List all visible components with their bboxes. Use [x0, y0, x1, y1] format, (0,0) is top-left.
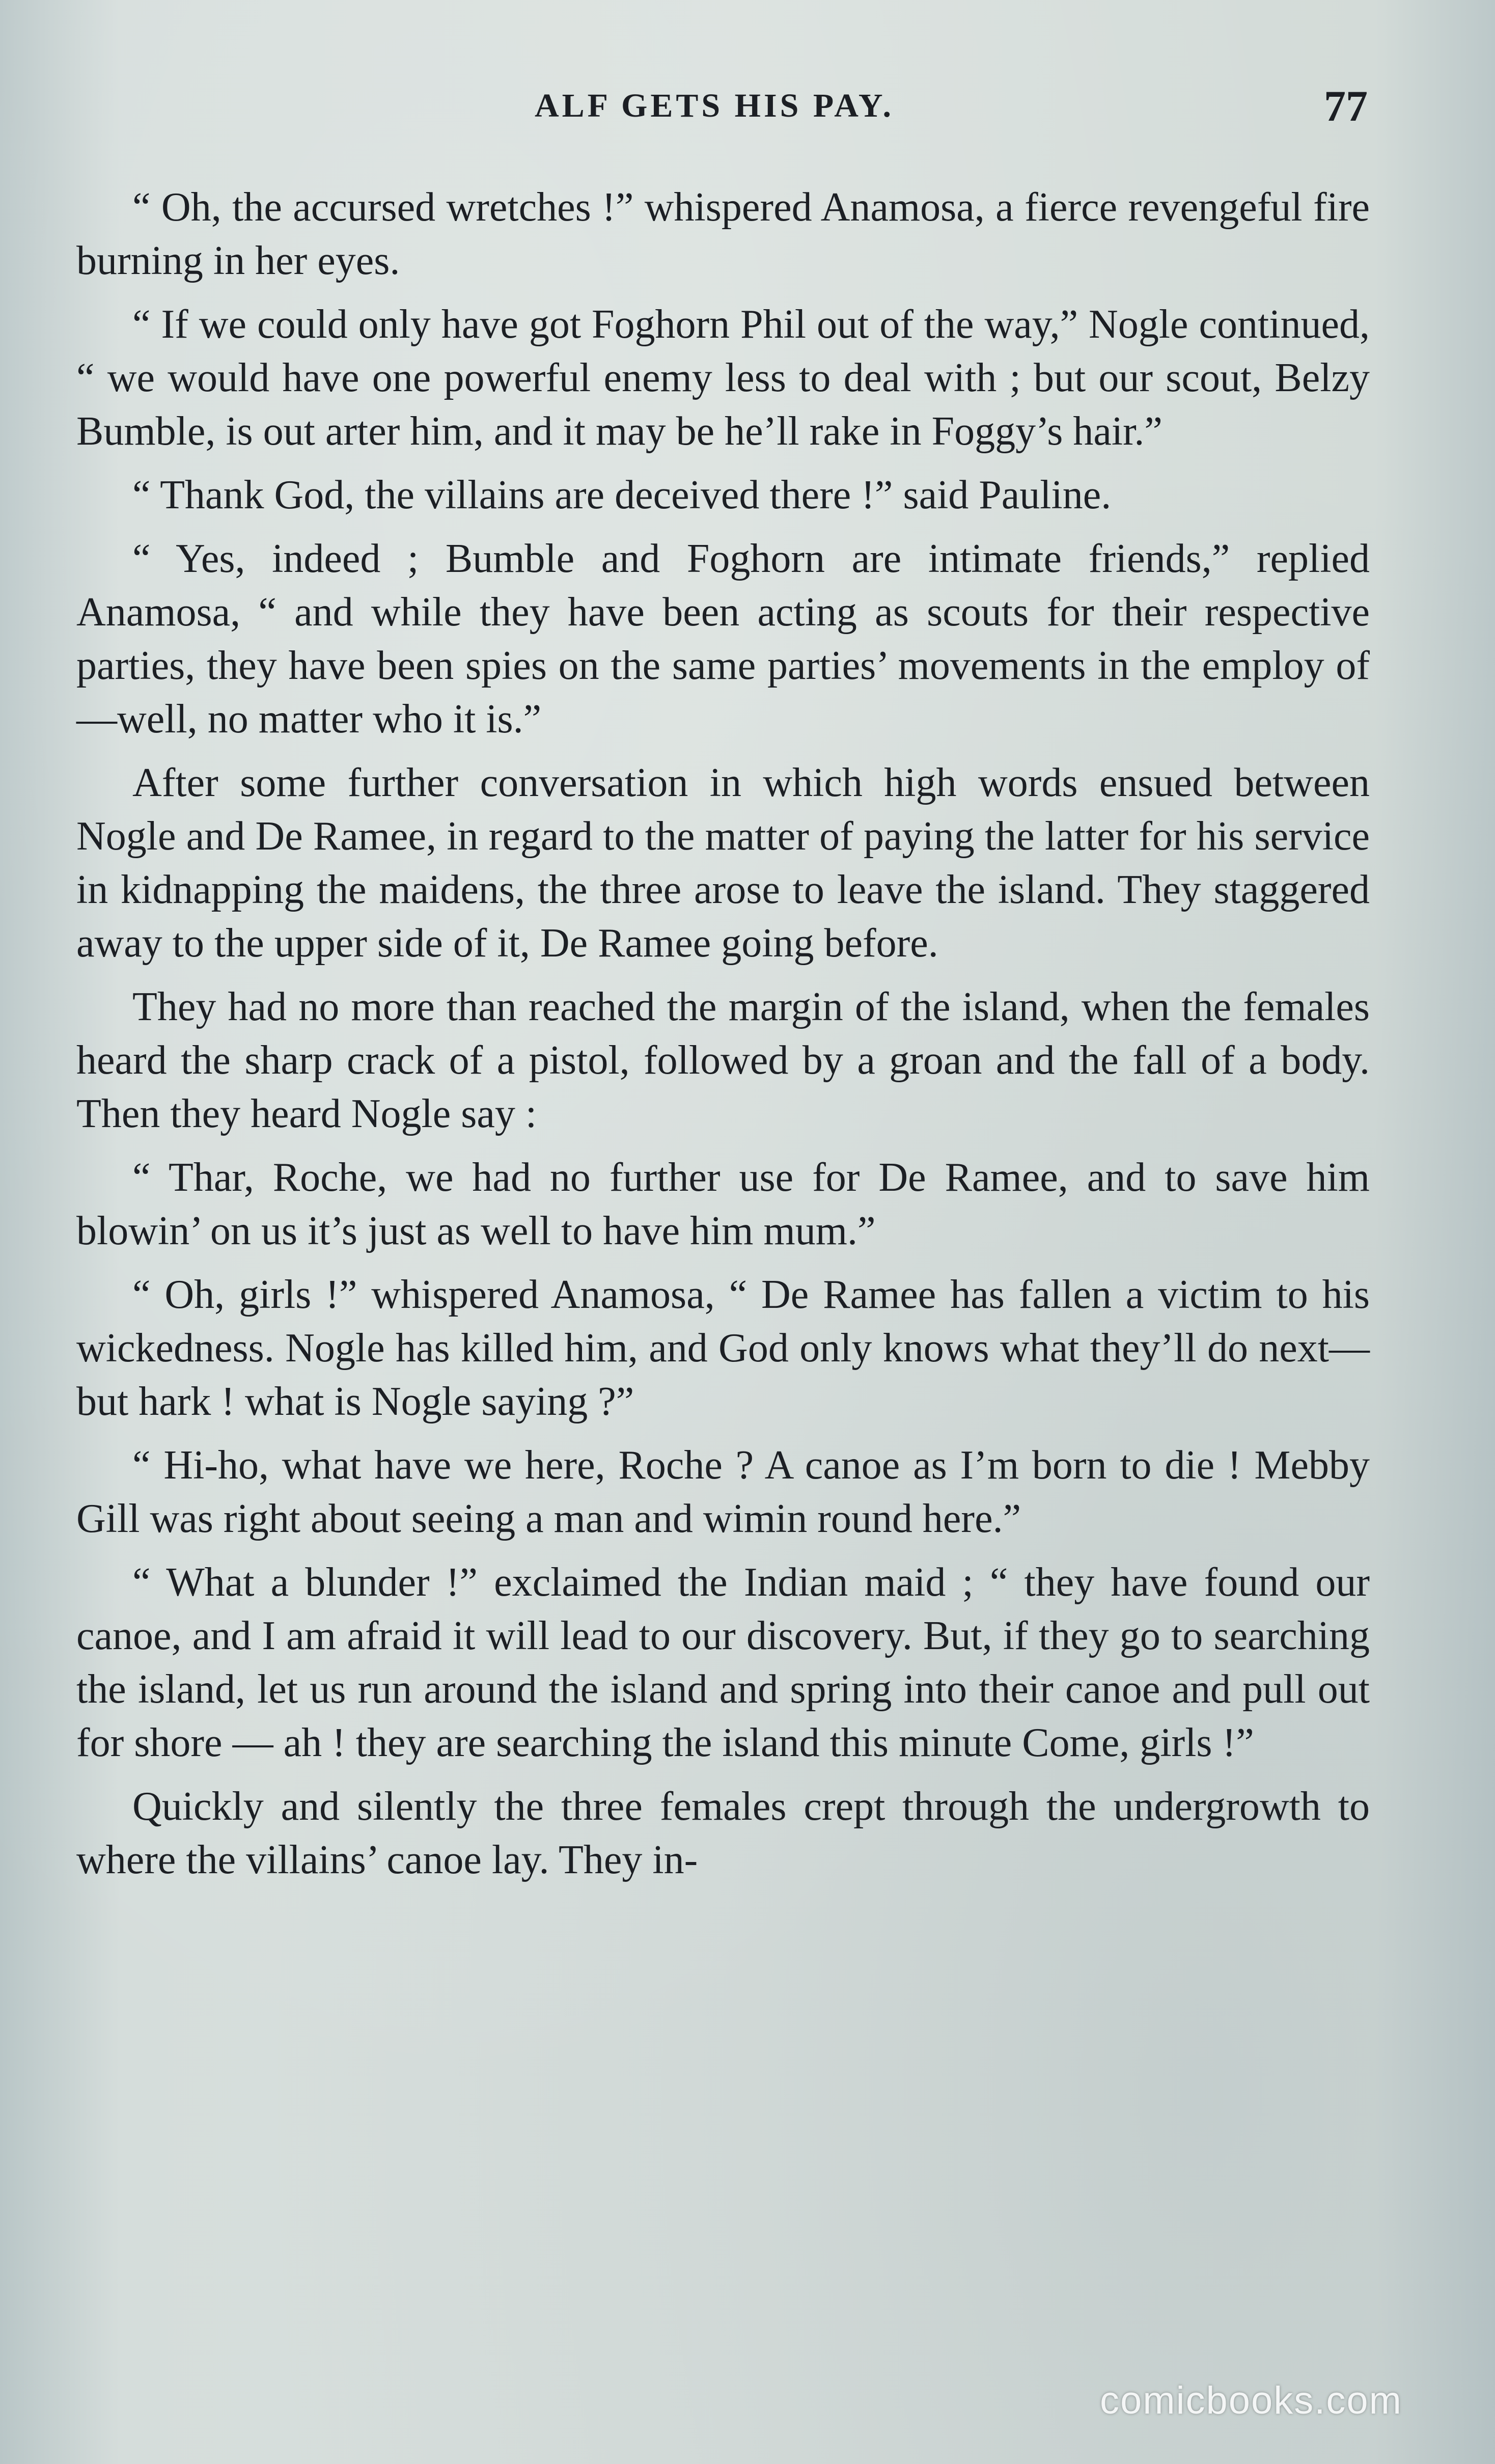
- paragraph: “ What a blunder !” exclaimed the Indian maid ; “ they have found our canoe, and I am afraid it will lead to our discovery. But, if they go to searching the island, let us run around the island and spring into their canoe and pull out for shore — ah ! they are searching the island this minute Come, girls !”: [76, 1560, 1370, 1765]
- paragraph: “ Hi-ho, what have we here, Roche ? A canoe as I’m born to die ! Mebby Gill was right about seeing a man and wimin round here.”: [76, 1443, 1370, 1541]
- paragraph: “ Oh, girls !” whispered Anamosa, “ De Ramee has fallen a victim to his wickedness. Nogle has killed him, and God only knows what they’ll do next—but hark ! what is Nogle saying ?”: [76, 1272, 1370, 1424]
- paragraph: After some further conversation in which high words ensued between Nogle and De Ramee, in regard to the matter of paying the latter for his service in kidnapping the maidens, the three arose to leave the island. They staggered away to the upper side of it, De Ramee going before.: [76, 760, 1370, 966]
- paragraph: Quickly and silently the three females crept through the undergrowth to where the villains’ canoe lay. They in-: [76, 1784, 1370, 1882]
- paragraph: “ If we could only have got Foghorn Phil out of the way,” Nogle continued, “ we would have one powerful enemy less to deal with ; but our scout, Belzy Bumble, is out arter him, and it may be he’ll rake in Foggy’s hair.”: [76, 302, 1370, 454]
- paragraph: “ Thar, Roche, we had no further use for De Ramee, and to save him blowin’ on us it’s just as well to have him mum.”: [76, 1155, 1370, 1253]
- running-head: [0, 76, 1495, 138]
- watermark: comicbooks.com: [1100, 2379, 1402, 2422]
- page-number: 77: [1324, 81, 1368, 130]
- paragraph: “ Oh, the accursed wretches !” whispered Anamosa, a fierce revengeful fire burning in her eyes.: [76, 185, 1370, 283]
- running-head-title: ALF GETS HIS PAY.: [535, 87, 894, 124]
- paragraph: “ Yes, indeed ; Bumble and Foghorn are intimate friends,” replied Anamosa, “ and while they have been acting as scouts for their respective parties, they have been spies on the same parties’ movements in the employ of—well, no matter who it is.”: [76, 536, 1370, 742]
- paragraph: “ Thank God, the villains are deceived there !” said Pauline.: [132, 473, 1112, 517]
- body-text: [76, 181, 1370, 1897]
- paragraph: They had no more than reached the margin of the island, when the females heard the sharp crack of a pistol, followed by a groan and the fall of a body. Then they heard Nogle say :: [76, 984, 1370, 1136]
